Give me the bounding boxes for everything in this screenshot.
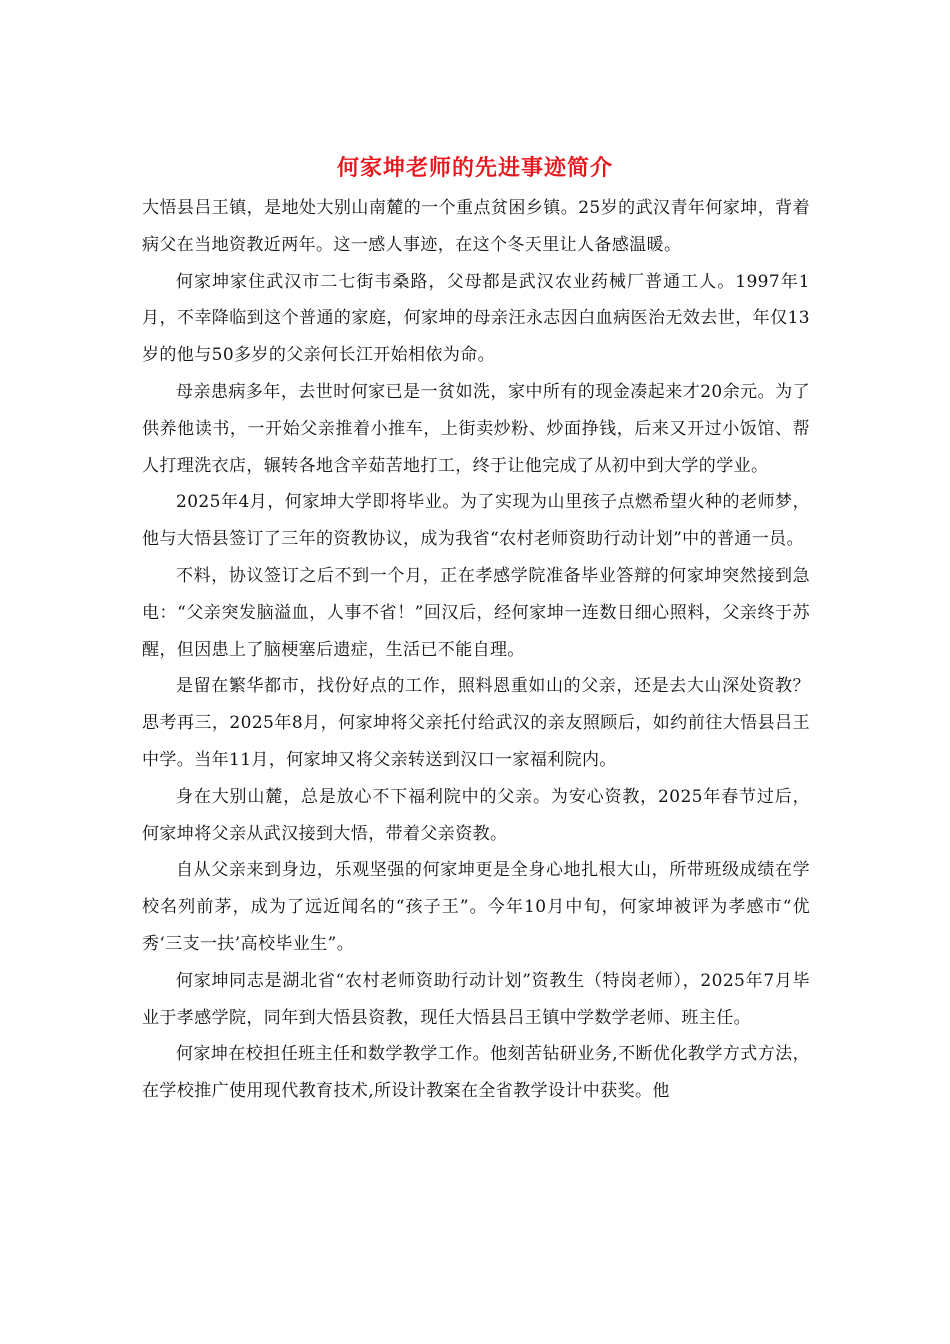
- document-title: 何家坤老师的先进事迹简介: [336, 155, 613, 181]
- paragraph-1: 大悟县吕王镇，是地处大别山南麓的一个重点贫困乡镇。25岁的武汉青年何家坤，背着病父在当地资教近两年。这一感人事迹，在这个冬天里让人备感温暖。: [142, 198, 810, 255]
- document-body: [142, 190, 810, 1110]
- paragraph-6: 是留在繁华都市，找份好点的工作，照料恩重如山的父亲，还是去大山深处资教？思考再三，2025年8月，何家坤将父亲托付给武汉的亲友照顾后，如约前往大悟县吕王中学。当年11月，何家坤又将父亲转送到汉口一家福利院内。: [142, 676, 810, 770]
- paragraph-9: 何家坤同志是湖北省“农村老师资助行动计划”资教生（特岗老师），2025年7月毕业于孝感学院，同年到大悟县资教，现任大悟县吕王镇中学数学老师、班主任。: [142, 970, 810, 1028]
- paragraph-4: 2025年4月，何家坤大学即将毕业。为了实现为山里孩子点燃希望火种的老师梦，他与大悟县签订了三年的资教协议，成为我省“农村老师资助行动计划”中的普通一员。: [142, 492, 810, 550]
- paragraph-8: 自从父亲来到身边，乐观坚强的何家坤更是全身心地扎根大山，所带班级成绩在学校名列前茅，成为了远近闻名的“孩子王”。今年10月中旬，何家坤被评为孝感市“优秀‘三支一扶’高校毕业生”。: [142, 860, 810, 954]
- paragraph-7: 身在大别山麓，总是放心不下福利院中的父亲。为安心资教，2025年春节过后，何家坤将父亲从武汉接到大悟，带着父亲资教。: [142, 786, 810, 844]
- paragraph-2: 何家坤家住武汉市二七街韦桑路，父母都是武汉农业药械厂普通工人。1997年1月，不幸降临到这个普通的家庭，何家坤的母亲汪永志因白血病医治无效去世，年仅13岁的他与50多岁的父亲何长江开始相依为命。: [142, 271, 810, 366]
- paragraph-10: 何家坤在校担任班主任和数学教学工作。他刻苦钻研业务,不断优化教学方式方法，在学校推广使用现代教育技术,所设计教案在全省教学设计中获奖。他: [142, 1044, 810, 1102]
- paragraph-5: 不料，协议签订之后不到一个月，正在孝感学院准备毕业答辩的何家坤突然接到急电：“父亲突发脑溢血，人事不省！”回汉后，经何家坤一连数日细心照料，父亲终于苏醒，但因患上了脑梗塞后遗症，生活已不能自理。: [142, 565, 810, 660]
- paragraph-3: 母亲患病多年，去世时何家已是一贫如洗，家中所有的现金凑起来才20余元。为了供养他读书，一开始父亲推着小推车，上街卖炒粉、炒面挣钱，后来又开过小饭馆、帮人打理洗衣店，辗转各地含辛茹苦地打工，终于让他完成了从初中到大学的学业。: [142, 381, 810, 476]
